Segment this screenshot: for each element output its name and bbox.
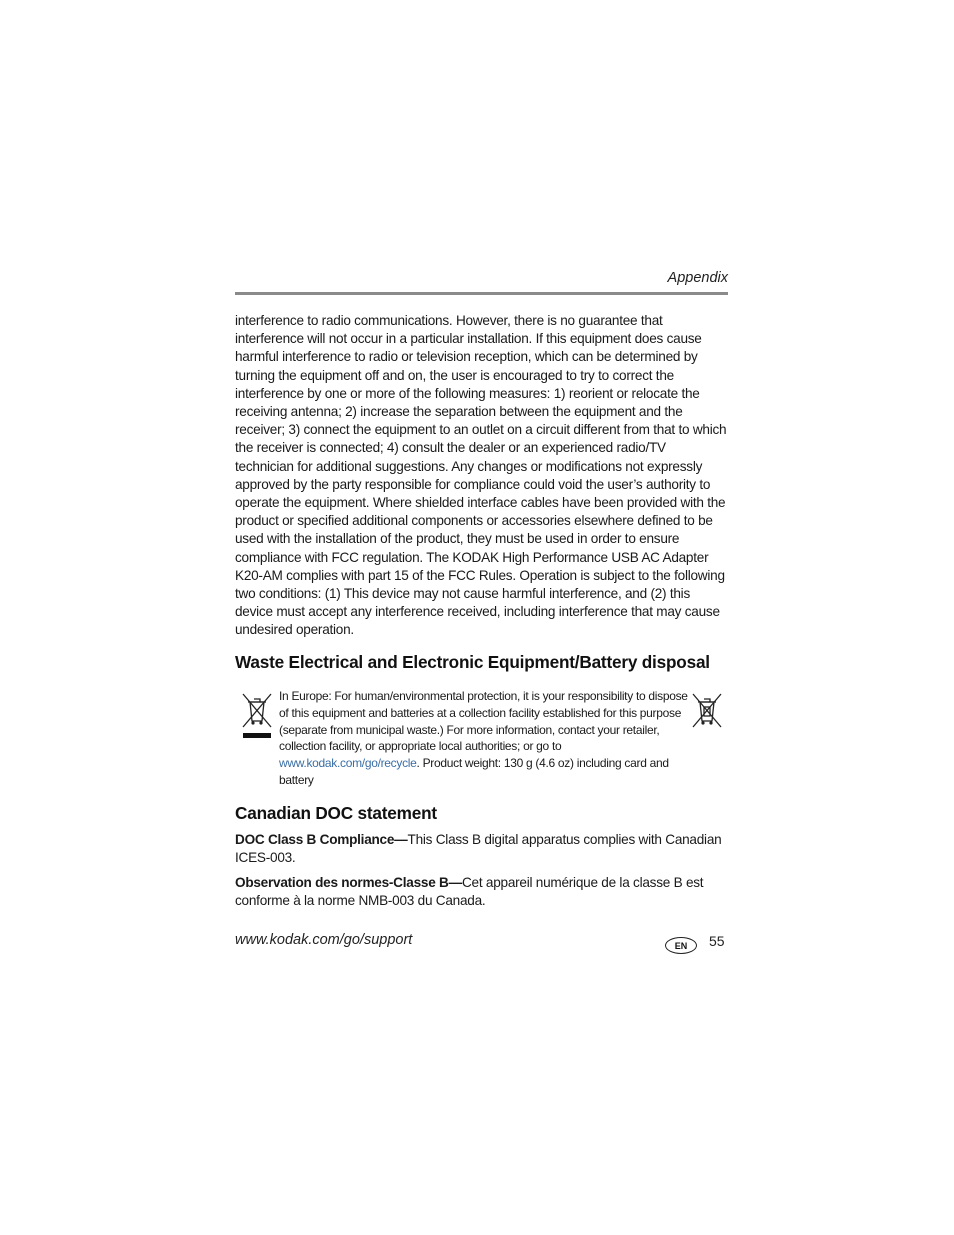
canadian-doc-heading: Canadian DOC statement <box>235 803 437 823</box>
fcc-paragraph: interference to radio communications. However, there is no guarantee that interference will not occur in a particular installation. If this equipment does cause harmful interference to radio or television reception, which can be determined by turning the equipment off and on, the user is encouraged to try to correct the interference by one or more of the following measures: 1) reorient or relocate the receiving antenna; 2) increase the separation between the equipment and the receiver; 3) connect the equipment to an outlet on a circuit different from that to which the receiver is connected; 4) consult the dealer or an experienced radio/TV technician for additional suggestions. Any changes or modifications not expressly approved by the party responsible for compliance could void the user’s authority to operate the equipment. Where shielded interface cables have been provided with the product or specified additional components or accessories elsewhere defined to be used with the installation of the product, they must be used in order to ensure compliance with FCC regulation. The KODAK High Performance USB AC Adapter K20-AM complies with part 15 of the FCC Rules. Operation is subject to the following two conditions: (1) This device may not cause harmful interference, and (2) this device must accept any interference received, including interference that may cause undesired operation. <box>235 313 727 638</box>
observation-paragraph <box>235 874 728 910</box>
doc-compliance-text: This Class B digital apparatus complies with Canadian ICES-003. <box>235 832 722 866</box>
observation-text: Cet appareil numérique de la classe B est conforme à la norme NMB-003 du Canada. <box>235 875 704 909</box>
crossed-bin-icon <box>241 692 273 740</box>
crossed-battery-bin-icon <box>691 692 723 728</box>
observation-label: Observation des normes-Classe B— <box>235 875 462 890</box>
weee-paragraph <box>279 688 691 789</box>
weee-text-intro: In Europe: For human/environmental protection, it is your responsibility to dispose of this equipment and batteries at a collection facility established for this purpose (separate from municipal waste.) For more information, contact your retailer, collection facility, or appropriate local authorities; or go to <box>279 689 688 754</box>
weee-text-weight: . Product weight: 130 g (4.6 oz) including card and battery <box>279 756 669 787</box>
doc-compliance-label: DOC Class B Compliance— <box>235 832 408 847</box>
header-rule <box>235 292 728 295</box>
weee-text <box>279 688 691 789</box>
fcc-text-block <box>235 312 728 640</box>
weee-notice <box>235 688 728 788</box>
recycle-link[interactable]: www.kodak.com/go/recycle <box>279 756 417 771</box>
language-badge: EN <box>665 937 697 954</box>
support-url[interactable]: www.kodak.com/go/support <box>235 932 413 948</box>
weee-heading: Waste Electrical and Electronic Equipment/Battery disposal <box>235 652 710 672</box>
section-header: Appendix <box>667 270 728 286</box>
page-number: 55 <box>709 933 725 949</box>
doc-compliance-paragraph <box>235 831 728 867</box>
